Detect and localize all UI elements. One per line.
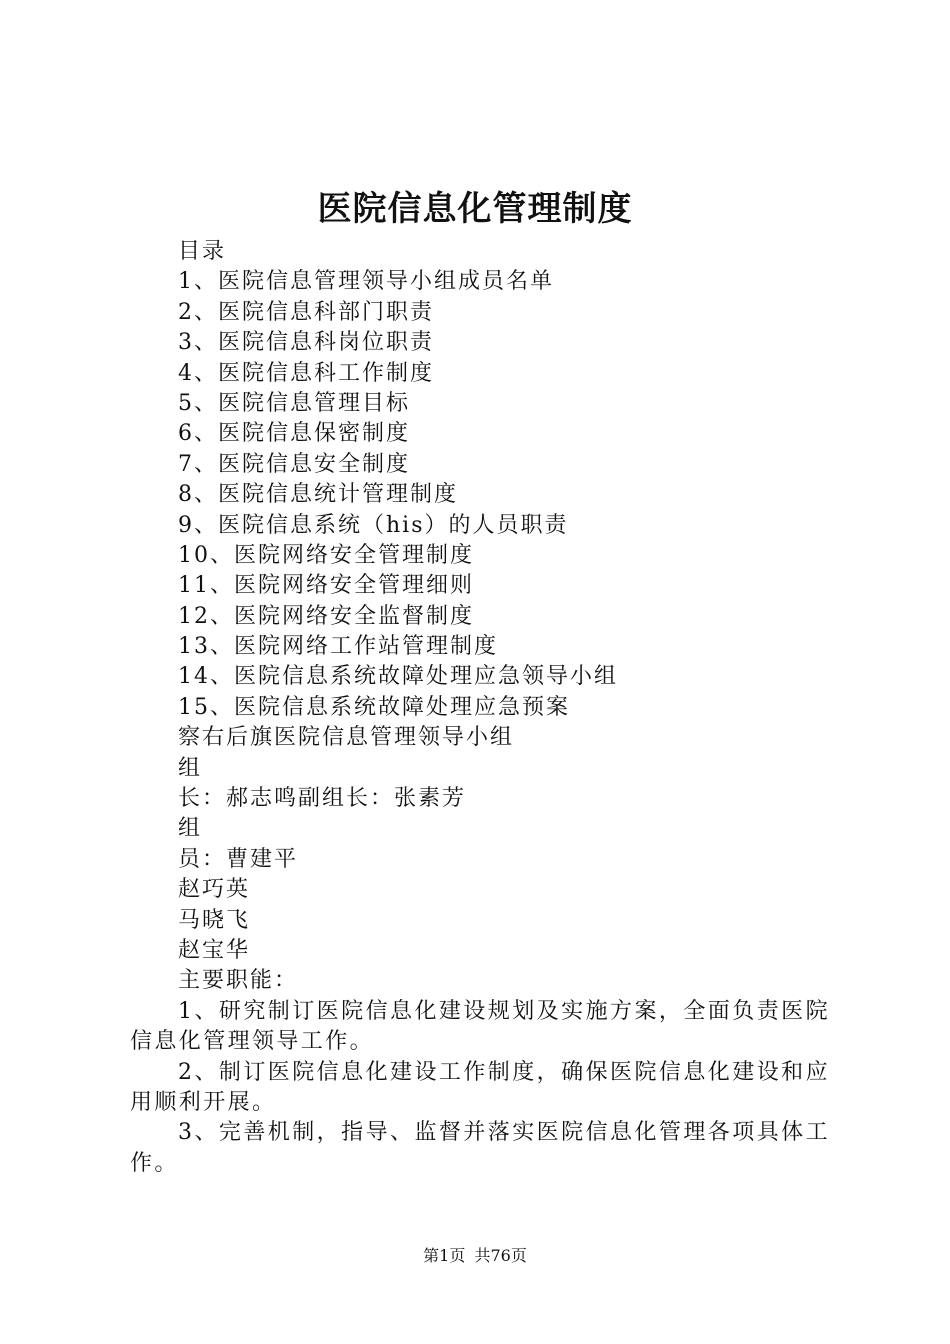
page-footer — [0, 1244, 950, 1268]
toc-item: 6、医院信息保密制度 — [178, 421, 410, 447]
toc-item: 3、医院信息科岗位职责 — [178, 330, 434, 356]
member-name: 马晓飞 — [178, 907, 251, 933]
page-number: 第1页 — [423, 1246, 466, 1265]
toc-item: 9、医院信息系统（his）的人员职责 — [178, 512, 569, 538]
subheading: 主要职能： — [178, 968, 299, 994]
member-name: 赵宝华 — [178, 937, 251, 963]
body-line: 员：曹建平 — [178, 846, 299, 872]
toc-item: 1、医院信息管理领导小组成员名单 — [178, 269, 554, 295]
toc-item: 5、医院信息管理目标 — [178, 390, 410, 416]
toc-item: 2、医院信息科部门职责 — [178, 299, 434, 325]
body-line: 长：郝志鸣副组长：张素芳 — [178, 786, 467, 812]
toc-item: 13、医院网络工作站管理制度 — [178, 634, 498, 660]
toc-item: 7、医院信息安全制度 — [178, 451, 410, 477]
section-heading: 察右后旗医院信息管理领导小组 — [178, 725, 515, 751]
toc-item: 12、医院网络安全监督制度 — [178, 603, 474, 629]
document-body — [130, 237, 830, 1179]
toc-item: 11、医院网络安全管理细则 — [178, 573, 474, 599]
toc-item: 14、医院信息系统故障处理应急领导小组 — [178, 664, 618, 690]
toc-item: 10、医院网络安全管理制度 — [178, 542, 474, 568]
duty-paragraph: 1、研究制订医院信息化建设规划及实施方案，全面负责医院信息化管理领导工作。 — [130, 998, 830, 1055]
toc-item: 4、医院信息科工作制度 — [178, 360, 434, 386]
toc-heading: 目录 — [178, 239, 227, 264]
document-title: 医院信息化管理制度 — [317, 189, 633, 229]
toc-item: 15、医院信息系统故障处理应急预案 — [178, 694, 570, 720]
body-line: 组 — [178, 755, 203, 781]
page-total: 共76页 — [474, 1246, 527, 1265]
body-line: 组 — [178, 816, 203, 842]
toc-item: 8、医院信息统计管理制度 — [178, 482, 458, 508]
member-name: 赵巧英 — [178, 877, 251, 903]
duty-paragraph: 3、完善机制，指导、监督并落实医院信息化管理各项具体工作。 — [130, 1120, 830, 1176]
duty-paragraph: 2、制订医院信息化建设工作制度，确保医院信息化建设和应用顺利开展。 — [130, 1059, 830, 1115]
